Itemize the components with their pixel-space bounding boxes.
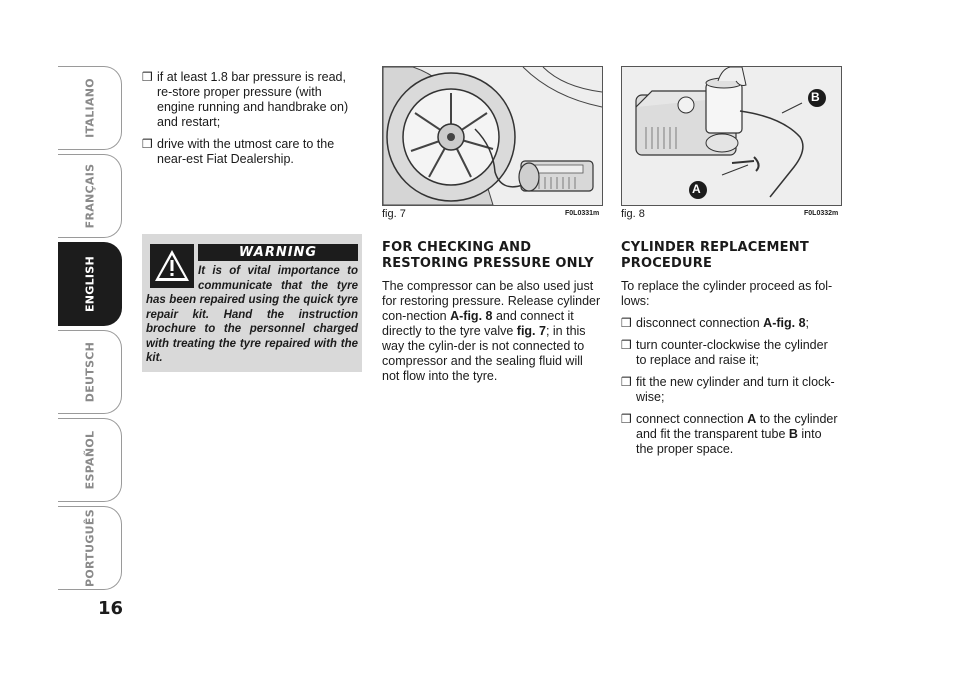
tab-espanol[interactable]: ESPAÑOL: [58, 418, 122, 502]
figure-7-image: [382, 66, 603, 206]
checkbox-bullet-icon: ❒: [621, 316, 632, 330]
page-number: 16: [98, 598, 124, 619]
section-heading: FOR CHECKING AND RESTORING PRESSURE ONLY: [382, 240, 594, 271]
checkbox-bullet-icon: ❒: [621, 412, 632, 426]
figure-7-caption: fig. 7: [382, 208, 406, 220]
warning-text: It is of vital importance to communicate that the tyre has been repaired using the quick tyre repair kit. Hand the instruction brochure to the personnel charged with treating the tyre repaired with the kit.: [146, 265, 358, 364]
column-1: [142, 70, 362, 174]
warning-box: [142, 234, 362, 372]
tyre-compressor-illustration: [383, 67, 602, 205]
warning-title: WARNING: [198, 244, 358, 261]
list-item: ❒ disconnect connection A-fig. 8;: [621, 316, 810, 330]
label-b: B: [811, 90, 820, 104]
tab-english[interactable]: ENGLISH: [58, 242, 122, 326]
checkbox-bullet-icon: ❒: [142, 137, 153, 151]
paragraph: To replace the cylinder proceed as fol-lows:: [621, 279, 833, 308]
figure-8-caption: fig. 8: [621, 208, 645, 220]
tab-italiano[interactable]: ITALIANO: [58, 66, 122, 150]
tab-francais[interactable]: FRANÇAIS: [58, 154, 122, 238]
column-2: [382, 240, 602, 391]
list-item: ❒ turn counter-clockwise the cylinder to replace and raise it;: [621, 338, 828, 367]
checkbox-bullet-icon: ❒: [621, 375, 632, 389]
paragraph: The compressor can be also used just for restoring pressure. Release cylinder con-nection A-fig. 8 and connect it directly to the tyre valve fig. 7; in this way the cylin-der is not connected to compressor and the sealing fluid will not flow into the tyre.: [382, 279, 601, 383]
checkbox-bullet-icon: ❒: [142, 70, 153, 84]
column-3: [621, 240, 841, 464]
figure-8-image: [621, 66, 842, 206]
section-heading: CYLINDER REPLACEMENT PROCEDURE: [621, 240, 809, 271]
list-item: ❒ connect connection A to the cylinder and fit the transparent tube B into the proper space.: [621, 412, 838, 456]
list-item: ❒ if at least 1.8 bar pressure is read, re-store proper pressure (with engine running and handbrake on) and restart;: [142, 70, 349, 129]
label-a: A: [692, 182, 701, 196]
cylinder-replacement-illustration: [622, 67, 841, 205]
tab-portugues[interactable]: PORTUGUÊS: [58, 506, 122, 590]
tab-deutsch[interactable]: DEUTSCH: [58, 330, 122, 414]
list-item: ❒ fit the new cylinder and turn it clock-wise;: [621, 375, 835, 404]
figure-7-code: F0L0331m: [565, 210, 600, 217]
figure-8-code: F0L0332m: [804, 210, 839, 217]
checkbox-bullet-icon: ❒: [621, 338, 632, 352]
list-item: ❒ drive with the utmost care to the near-est Fiat Dealership.: [142, 137, 335, 166]
